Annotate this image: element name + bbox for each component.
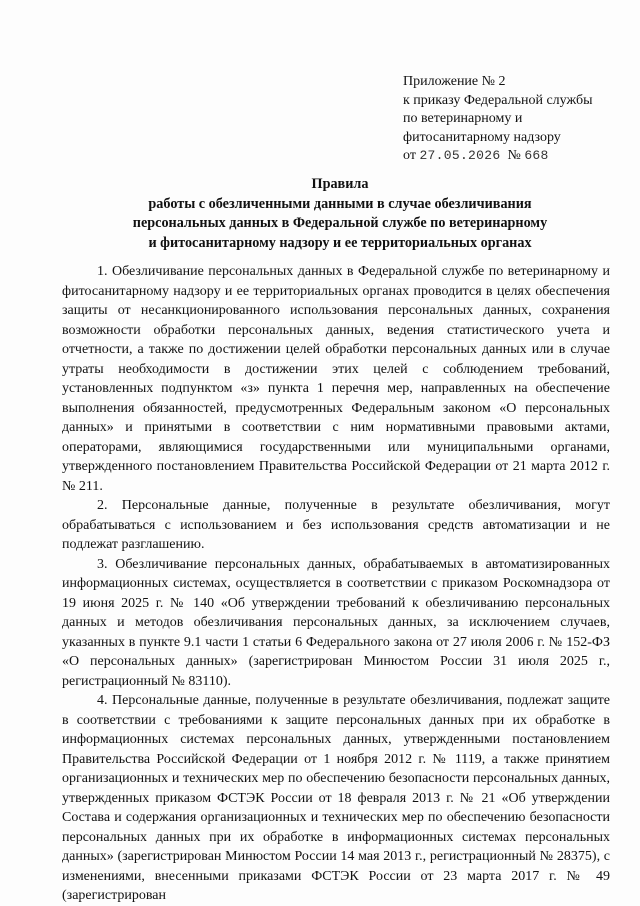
number-sign: № <box>507 148 521 163</box>
appendix-service-line1: по ветеринарному и <box>403 111 523 126</box>
appendix-service-line2: фитосанитарному надзору <box>403 129 561 145</box>
date-prefix: от <box>403 148 416 163</box>
paragraph-1: 1. Обезличивание персональных данных в Федеральной службе по ветеринарному и фитосанитарному надзору и ее территориальных органах проводится в целях обеспечения защиты от несанкционированного использования персональных данных, сохранения возможности обработки персональных данных, ведения статистического учета и отчетности, а также по достижении целей обработки персональных данных или в случае утраты необходимости в достижении этих целей с соблюдением требований, установленных подпунктом «з» пункта 1 перечня мер, направленных на обеспечение выполнения обязанностей, предусмотренных Федеральным законом «О персональных данных» и принятыми в соответствии с ним нормативными правовыми актами, операторами, являющимися государственными или муниципальными органами, утвержденного постановлением Правительства Российской Федерации от 21 марта 2012 г. № 211. <box>62 264 610 494</box>
paragraph-2: 2. Персональные данные, полученные в результате обезличивания, могут обрабатываться с использованием и без использования средств автоматизации и не подлежат разглашению. <box>62 498 610 552</box>
title-heading: Правила <box>311 176 369 192</box>
order-number: 668 <box>524 148 549 163</box>
appendix-header <box>403 73 613 166</box>
paragraph-3: 3. Обезличивание персональных данных, обрабатываемых в автоматизированных информационных системах, осуществляется в соответствии с приказом Роскомнадзора от 19 июня 2025 г. № 140 «Об утверждении требований к обезличиванию персональных данных и методов обезличивания персональных данных, за исключением случаев, указанных в пункте 9.1 части 1 статьи 6 Федерального закона от 27 июля 2006 г. № 152-ФЗ «О персональных данных» (зарегистрирован Минюстом России 31 июля 2025 г., регистрационный № 83110). <box>62 556 610 689</box>
document-title <box>60 175 620 253</box>
title-line-1: работы с обезличенными данными в случае обезличивания <box>148 195 532 212</box>
title-line-2: персональных данных в Федеральной службе по ветеринарному <box>132 215 548 232</box>
appendix-title: Приложение № 2 <box>403 74 506 89</box>
appendix-order-ref: к приказу Федеральной службы <box>403 92 593 108</box>
document-body <box>62 262 610 906</box>
paragraph-4: 4. Персональные данные, полученные в результате обезличивания, подлежат защите в соответствии с требованиями к защите персональных данных при их обработке в информационных системах персональных данных, утвержденными постановлением Правительства Российской Федерации от 1 ноября 2012 г. № 1119, а также принятием организационных и технических мер по обеспечению безопасности персональных данных, утвержденных приказом ФСТЭК России от 18 февраля 2013 г. № 21 «Об утверждении Состава и содержания организационных и технических мер по обеспечению безопасности персональных данных при их обработке в информационных системах персональных данных» (зарегистрирован Минюстом России 14 мая 2013 г., регистрационный № 28375), с изменениями, внесенными приказами ФСТЭК России от 23 марта 2017 г. № 49 (зарегистрирован <box>62 693 610 903</box>
title-line-3: и фитосанитарному надзору и ее территориальных органах <box>148 234 532 251</box>
order-date: 27.05.2026 <box>419 148 501 163</box>
appendix-date-row <box>403 147 613 166</box>
